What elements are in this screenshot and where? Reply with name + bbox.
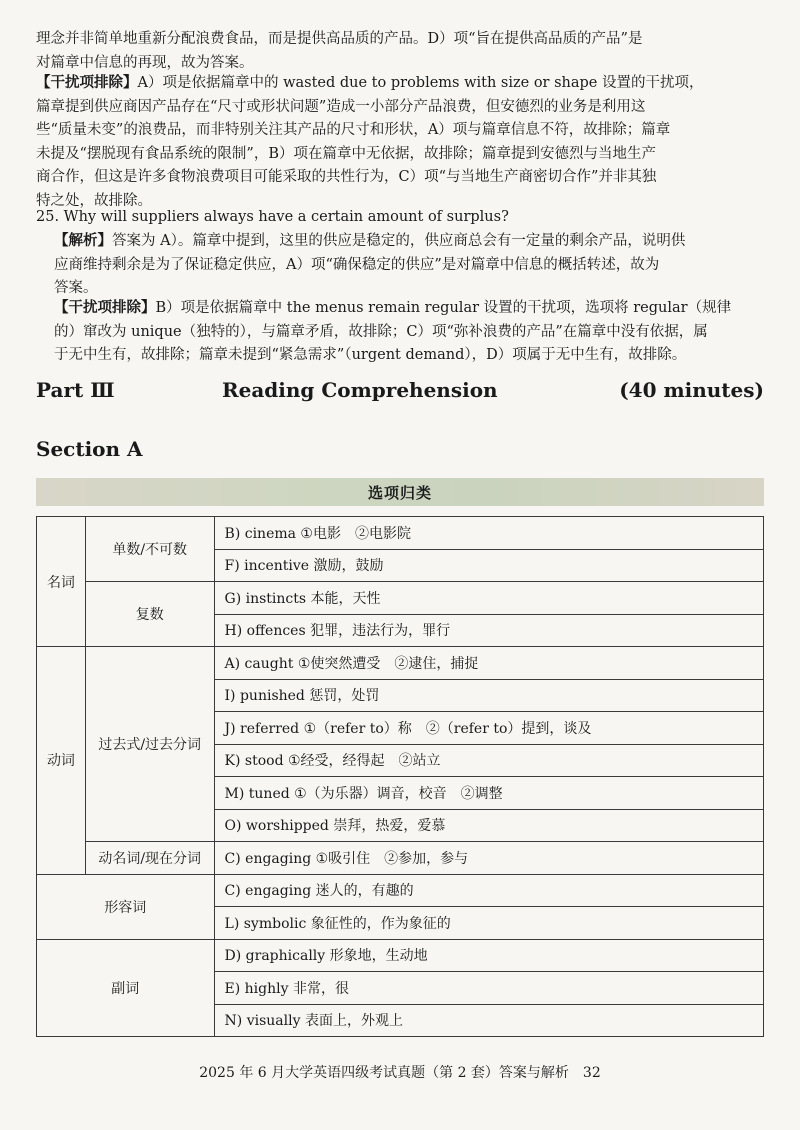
text-line: B）项是依据篇章中 the menus remain regular 设置的干扰项，选项将 regular（规律 [155,300,732,316]
text-line: 些“质量未变”的浪费品，而非特别关注其产品的尺寸和形状，A）项与篇章信息不符，故排除；篇章 [36,122,671,138]
option-entry: L) symbolic 象征性的，作为象征的 [214,907,763,940]
option-entry: D) graphically 形象地，生动地 [214,939,763,972]
vocab-table [36,516,764,1037]
text-line: 未提及“摆脱现有食品系统的限制”，B）项在篇章中无依据，故排除；篇章提到安德烈与当地生产 [36,145,656,162]
sub-gerund: 动名词/现在分词 [85,842,214,875]
analysis-tag: 【解析】 [54,232,112,249]
analysis-paragraph [36,229,764,301]
table-row [37,939,764,972]
distractor-tag: 【干扰项排除】 [36,74,138,91]
question-25: 25. Why will suppliers always have a certain amount of surplus? [36,209,509,225]
option-entry: C) engaging 迷人的，有趣的 [214,874,763,907]
part-name: Reading Comprehension [222,378,498,402]
distractor-tag: 【干扰项排除】 [54,299,156,316]
option-entry: M) tuned ①（为乐器）调音，校音 ②调整 [214,777,763,810]
sub-plural: 复数 [85,582,214,647]
option-entry: B) cinema ①电影 ②电影院 [214,517,763,550]
text-line: 对篇章中信息的再现，故为答案。 [36,54,254,71]
text-line: 应商维持剩余是为了保证稳定供应，A）项“确保稳定的供应”是对篇章中信息的概括转述，故为 [54,256,660,273]
text-line: 篇章提到供应商因产品存在“尺寸或形状问题”造成一小部分产品浪费，但安德烈的业务是利用这 [36,98,646,115]
option-entry: G) instincts 本能，天性 [214,582,763,615]
option-entry: O) worshipped 崇拜，热爱，爱慕 [214,809,763,842]
text-line: 于无中生有，故排除；篇章未提到“紧急需求”（urgent demand），D）项属于无中生有，故排除。 [54,347,687,363]
text-line: 答案为 A）。篇章中提到，这里的供应是稳定的，供应商总会有一定量的剩余产品，说明供 [112,233,686,249]
table-banner [36,478,764,506]
table-row [37,874,764,907]
part-label: Part Ⅲ [36,378,115,402]
option-entry: N) visually 表面上，外观上 [214,1004,763,1037]
sub-past: 过去式/过去分词 [85,647,214,842]
option-entry: J) referred ①（refer to）称 ②（refer to）提到，谈及 [214,712,763,745]
pos-adjective: 形容词 [37,874,215,939]
text-line: 特之处，故排除。 [36,192,152,209]
part-heading [36,378,764,412]
text-line: 商合作，但这是许多食物浪费项目可能采取的共性行为，C）项“与当地生产商密切合作”并非其独 [36,169,657,185]
option-entry: E) highly 非常，很 [214,972,763,1005]
text-line: 理念并非简单地重新分配浪费食品，而是提供高品质的产品。D）项“旨在提供高品质的产品”是 [36,31,643,47]
distractor-paragraph-1 [36,71,764,213]
table-row [37,517,764,550]
option-entry: F) incentive 激励，鼓励 [214,549,763,582]
sub-singular: 单数/不可数 [85,517,214,582]
pos-noun: 名词 [37,517,86,647]
page-footer: 2025 年 6 月大学英语四级考试真题（第 2 套）答案与解析 32 [199,1065,601,1081]
part-time: (40 minutes) [619,378,764,402]
option-entry: I) punished 惩罚，处罚 [214,679,763,712]
table-title: 选项归类 [367,484,432,502]
distractor-paragraph-2 [36,296,764,368]
table-row [37,842,764,875]
option-entry: H) offences 犯罪，违法行为，罪行 [214,614,763,647]
pos-adverb: 副词 [37,939,215,1037]
text-line: 答案。 [54,280,98,296]
text-line: 的）窜改为 unique（独特的），与篇章矛盾，故排除；C）项“弥补浪费的产品”在篇章中没有依据，属 [54,323,708,340]
table-row [37,582,764,615]
table-row [37,647,764,680]
option-entry: A) caught ①使突然遭受 ②逮住，捕捉 [214,647,763,680]
text-line: A）项是依据篇章中的 wasted due to problems with size or shape 设置的干扰项， [137,75,704,91]
intro-paragraph [36,28,764,75]
pos-verb: 动词 [37,647,86,875]
option-entry: C) engaging ①吸引住 ②参加，参与 [214,842,763,875]
option-entry: K) stood ①经受，经得起 ②站立 [214,744,763,777]
section-title: Section A [36,437,143,461]
